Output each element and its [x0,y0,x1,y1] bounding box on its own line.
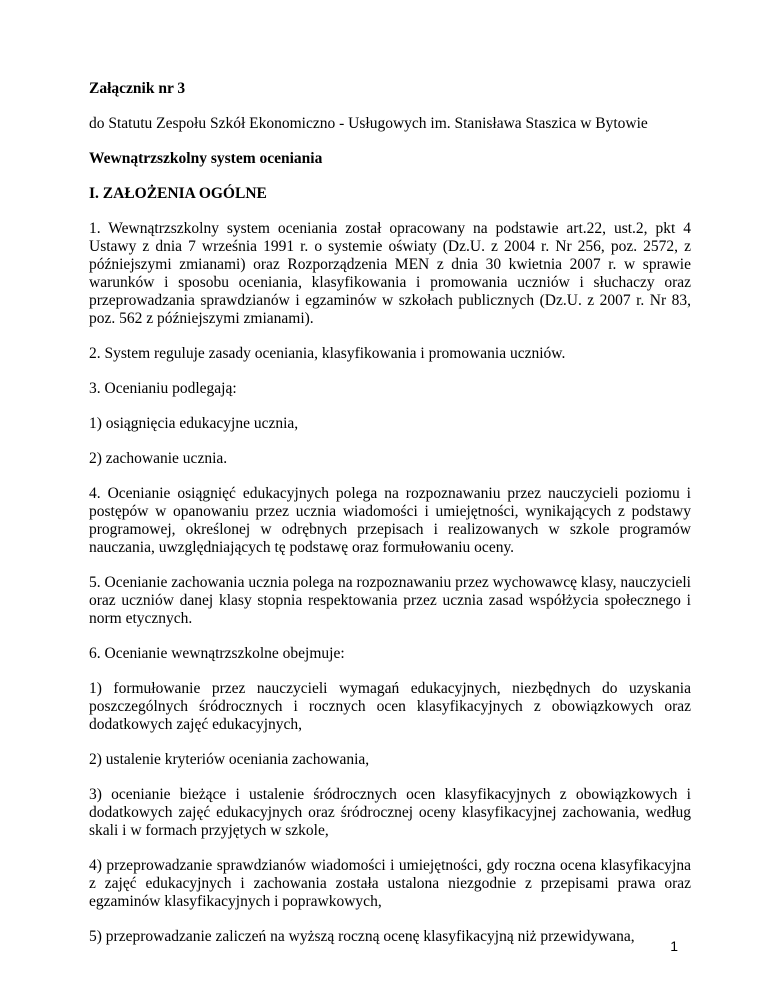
annex-heading: Załącznik nr 3 [89,80,186,97]
paragraph-2: 2. System reguluje zasady oceniania, klasyfikowania i promowania uczniów. [89,345,566,362]
list-item-3-2: 2) zachowanie ucznia. [89,450,228,467]
list-item-6-3: 3) ocenianie bieżące i ustalenie śródrocznych ocen klasyfikacyjnych z obowiązkowych i dodatkowych zajęć edukacyjnych oraz śródrocznej oceny klasyfikacyjnej zachowania, według skali i w formach przyjętych w szkole, [89,786,691,839]
paragraph-4: 4. Ocenianie osiągnięć edukacyjnych polega na rozpoznawaniu przez nauczycieli poziomu i postępów w opanowaniu przez ucznia wiadomości i umiejętności, wynikających z podstawy programowej, określonej w odrębnych przepisach i realizowanych w szkole programów nauczania, uwzględniających tę podstawę oraz formułowaniu oceny. [89,485,691,556]
page-number: 1 [670,938,678,954]
annex-subtitle: do Statutu Zespołu Szkół Ekonomiczno - Usługowych im. Stanisława Staszica w Bytowie [89,115,648,132]
list-item-3-1: 1) osiągnięcia edukacyjne ucznia, [89,415,299,432]
paragraph-6: 6. Ocenianie wewnątrzszkolne obejmuje: [89,645,345,662]
list-item-6-5: 5) przeprowadzanie zaliczeń na wyższą roczną ocenę klasyfikacyjną niż przewidywana, [89,928,635,945]
paragraph-1: 1. Wewnątrzszkolny system oceniania został opracowany na podstawie art.22, ust.2, pkt 4 Ustawy z dnia 7 września 1991 r. o systemie oświaty (Dz.U. z 2004 r. Nr 256, poz. 2572, z późniejszymi zmianami) oraz Rozporządzenia MEN z dnia 30 kwietnia 2007 r. w sprawie warunków i sposobu oceniania, klasyfikowania i promowania uczniów i słuchaczy oraz przeprowadzania sprawdzianów i egzaminów w szkołach publicznych (Dz.U. z 2007 r. Nr 83, poz. 562 z późniejszymi zmianami). [89,220,691,327]
paragraph-5: 5. Ocenianie zachowania ucznia polega na rozpoznawaniu przez wychowawcę klasy, nauczycieli oraz uczniów danej klasy stopnia respektowania przez ucznia zasad współżycia społecznego i norm etycznych. [89,574,691,627]
section-title: I. ZAŁOŻENIA OGÓLNE [89,185,267,202]
system-title: Wewnątrzszkolny system oceniania [89,150,323,167]
list-item-6-1: 1) formułowanie przez nauczycieli wymagań edukacyjnych, niezbędnych do uzyskania poszczególnych śródrocznych i rocznych ocen klasyfikacyjnych z obowiązkowych oraz dodatkowych zajęć edukacyjnych, [89,680,691,733]
list-item-6-4: 4) przeprowadzanie sprawdzianów wiadomości i umiejętności, gdy roczna ocena klasyfikacyjna z zajęć edukacyjnych i zachowania została ustalona niezgodnie z przepisami prawa oraz egzaminów klasyfikacyjnych i poprawkowych, [89,857,691,910]
paragraph-3: 3. Ocenianiu podlegają: [89,380,237,397]
list-item-6-2: 2) ustalenie kryteriów oceniania zachowania, [89,751,370,768]
document-body [89,80,691,963]
